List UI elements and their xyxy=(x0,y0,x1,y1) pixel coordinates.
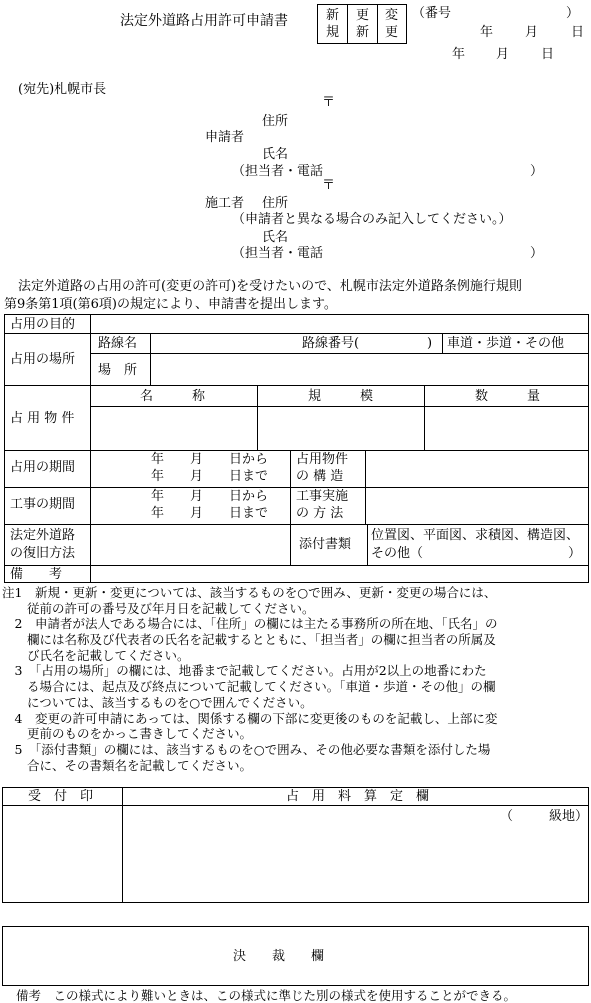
location-label: 占用の場所 xyxy=(10,352,76,367)
notes xyxy=(2,585,590,773)
reception-label: 受 付 印 xyxy=(28,789,94,804)
note-line: る場合には、起点及び終点について記載してください。「車道・歩道・その他」の欄 xyxy=(2,679,496,695)
contractor-address-label: 住所 xyxy=(262,196,289,211)
method-label-2: の 方 法 xyxy=(296,506,344,521)
method-label-1: 工事実施 xyxy=(296,489,349,504)
contractor-role: 施工者 xyxy=(205,196,245,211)
number-close: ） xyxy=(566,6,580,21)
attachments-list-2[interactable]: その他（ xyxy=(371,546,424,561)
decision-label: 決 裁 欄 xyxy=(233,949,325,964)
reception-stamp-area[interactable] xyxy=(4,806,121,901)
note-line: 2 申請者が法人である場合には、「住所」の欄には主たる事務所の所在地、「氏名」の xyxy=(2,616,498,632)
type-box xyxy=(317,4,407,44)
note-line: 従前の許可の番号及び年月日を記載してください。 xyxy=(2,600,315,616)
note-line: 更前のものをかっこ書きしてください。 xyxy=(2,726,253,742)
contractor-contact-close: ） xyxy=(530,246,544,261)
col-qty-header: 数 量 xyxy=(475,389,541,404)
applicant-postal: 〒 xyxy=(322,95,336,110)
fee-unit: 級地） xyxy=(549,809,589,824)
type-new-line1: 新 xyxy=(326,8,340,23)
applicant-contact: （担当者・電話 xyxy=(232,164,324,179)
date-month: 月 xyxy=(496,47,510,62)
applicant-role: 申請者 xyxy=(205,130,245,145)
statement-line2: 第9条第1項(第6項)の規定により、申請書を提出します。 xyxy=(4,297,337,312)
structure-label-2: の 構 造 xyxy=(296,469,344,484)
prior-year: 年 xyxy=(480,25,494,40)
purpose-label: 占用の目的 xyxy=(10,317,76,332)
type-renew-line1: 更 xyxy=(356,8,370,23)
statement-line1: 法定外道路の占用の許可(変更の許可)を受けたいので、札幌市法定外道路条例施行規則 xyxy=(18,279,522,294)
restore-label-2: の復旧方法 xyxy=(10,546,76,561)
prior-day: 日 xyxy=(571,25,585,40)
contractor-name-label: 氏名 xyxy=(262,230,289,245)
type-change-cell[interactable] xyxy=(378,5,406,43)
purpose-field[interactable] xyxy=(91,316,587,332)
objects-label: 占 用 物 件 xyxy=(10,411,75,426)
work-period-to[interactable]: 年 月 日まで xyxy=(151,506,269,521)
number-open: （番号 xyxy=(412,6,452,21)
col-name-header: 名 称 xyxy=(140,389,206,404)
period-to[interactable]: 年 月 日まで xyxy=(151,469,269,484)
form-title: 法定外道路占用許可申請書 xyxy=(120,13,288,29)
note-line: 合に、その書類名を記載してください。 xyxy=(2,757,253,773)
note-line: 5 「添付書類」の欄には、該当するものを○で囲み、その他必要な書類を添付した場 xyxy=(2,741,491,757)
period-from[interactable]: 年 月 日から xyxy=(151,452,269,467)
application-form xyxy=(4,314,589,583)
applicant-contact-close: ） xyxy=(530,164,544,179)
road-type-options[interactable]: 車道・歩道・その他 xyxy=(447,336,565,351)
place-field[interactable] xyxy=(151,354,587,384)
structure-label-1: 占用物件 xyxy=(296,452,349,467)
work-period-from[interactable]: 年 月 日から xyxy=(151,489,269,504)
col-spec-header: 規 模 xyxy=(308,389,374,404)
prior-month: 月 xyxy=(525,25,539,40)
work-period-label: 工事の期間 xyxy=(10,497,76,512)
route-name-label: 路線名 xyxy=(98,336,138,351)
footer-note: 備考 この様式により難いときは、この様式に準じた別の様式を使用することができる。 xyxy=(16,988,517,1003)
note-line: 注1 新規・更新・変更については、該当するものを○で囲み、更新・変更の場合には、 xyxy=(2,585,497,600)
place-label: 場 所 xyxy=(98,363,138,378)
type-renew-line2: 新 xyxy=(356,25,370,40)
type-new-line2: 規 xyxy=(326,25,340,40)
applicant-address-label: 住所 xyxy=(262,114,289,129)
type-renew-cell[interactable] xyxy=(348,5,378,43)
contractor-postal: 〒 xyxy=(322,178,336,193)
period-label: 占用の期間 xyxy=(10,460,76,475)
note-line: 4 変更の許可申請にあっては、関係する欄の下部に変更後のものを記載し、上部に変 xyxy=(2,710,498,726)
type-change-line1: 変 xyxy=(385,8,399,23)
fee-label: 占 用 料 算 定 欄 xyxy=(286,789,430,804)
type-new-cell[interactable] xyxy=(318,5,348,43)
date-year: 年 xyxy=(452,47,466,62)
type-change-line2: 更 xyxy=(385,25,399,40)
note-line: については、該当するものを○で囲んでください。 xyxy=(2,694,313,710)
fee-unit-open: （ xyxy=(500,809,514,824)
route-number-close: ) xyxy=(427,336,433,351)
date-day: 日 xyxy=(541,47,555,62)
addressee: (宛先)札幌市長 xyxy=(18,82,107,97)
applicant-name-label: 氏名 xyxy=(262,147,289,162)
contractor-note: （申請者と異なる場合のみ記入してください。） xyxy=(232,212,512,227)
attachments-label: 添付書類 xyxy=(299,537,352,552)
remarks-label: 備 考 xyxy=(10,567,63,582)
decision-box xyxy=(2,926,589,986)
contractor-contact: （担当者・電話 xyxy=(232,246,324,261)
attachments-close: ） xyxy=(568,546,582,561)
attachments-list-1[interactable]: 位置図、平面図、求積図、構造図、 xyxy=(371,528,580,543)
route-number-label[interactable]: 路線番号( xyxy=(302,336,360,351)
restore-label-1: 法定外道路 xyxy=(10,528,76,543)
note-line: 欄には名称及び代表者の氏名を記載するとともに、「担当者」の欄に担当者の所属及 xyxy=(2,632,496,648)
note-line: び氏名を記載してください。 xyxy=(2,647,190,663)
note-line: 3 「占用の場所」の欄には、地番まで記載してください。占用が2以上の地番にわた xyxy=(2,663,487,679)
reception-fee-table xyxy=(2,787,589,903)
